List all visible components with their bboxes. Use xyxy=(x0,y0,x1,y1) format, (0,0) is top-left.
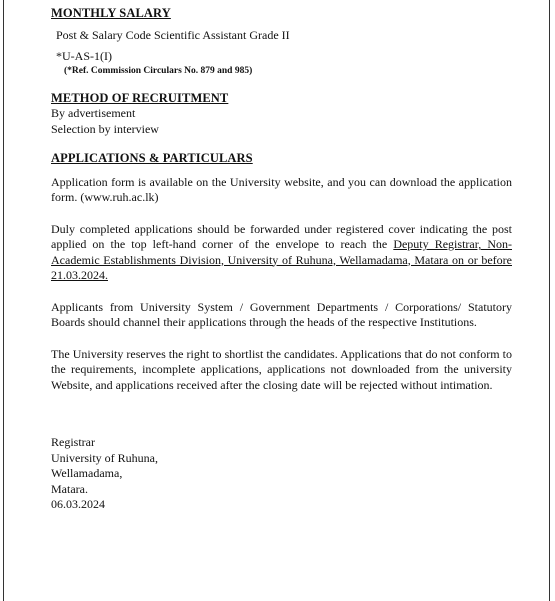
applications-heading: APPLICATIONS & PARTICULARS xyxy=(51,151,253,165)
deputy-registrar-address: Deputy Registrar, Non-Academic Establishments Division, University of Ruhuna, Wellamadama, Matara on or before 21.03.2024. xyxy=(51,237,512,282)
signature-city: Matara. xyxy=(51,481,88,496)
monthly-salary-heading: MONTHLY SALARY xyxy=(51,6,171,20)
signature-town: Wellamadama, xyxy=(51,466,123,480)
shortlist-paragraph: The University reserves the right to shortlist the candidates. Applications that do not conform to the requirements, incomplete applications, applications not downloaded from the university Website, and applications received after the closing date will be rejected without intimation. xyxy=(51,346,512,392)
channel-paragraph: Applicants from University System / Government Departments / Corporations/ Statutory Boards should channel their applications through the heads of the respective Institutions. xyxy=(51,299,512,329)
recruitment-heading: METHOD OF RECRUITMENT xyxy=(51,90,229,105)
salary-code: *U-AS-1(I) xyxy=(56,49,112,63)
recruitment-line-interview: Selection by interview xyxy=(51,121,159,136)
commission-circular-note: (*Ref. Commission Circulars No. 879 and 985) xyxy=(64,65,253,76)
application-form-paragraph: Application form is available on the University website, and you can download the application form. (www.ruh.ac.lk) xyxy=(51,174,512,204)
forwarding-text: Duly completed applications should be forwarded under registered cover indicating the post applied on the top left-hand corner of the envelope to reach the xyxy=(51,221,512,251)
signature-date: 06.03.2024 xyxy=(51,497,105,511)
forwarding-paragraph xyxy=(51,222,512,284)
recruitment-line-advertisement: By advertisement xyxy=(51,106,136,120)
signature-registrar: Registrar xyxy=(51,435,95,449)
document-body xyxy=(51,6,512,513)
signature-university: University of Ruhuna, xyxy=(51,450,158,465)
post-salary-code: Post & Salary Code Scientific Assistant Grade II xyxy=(56,27,290,42)
